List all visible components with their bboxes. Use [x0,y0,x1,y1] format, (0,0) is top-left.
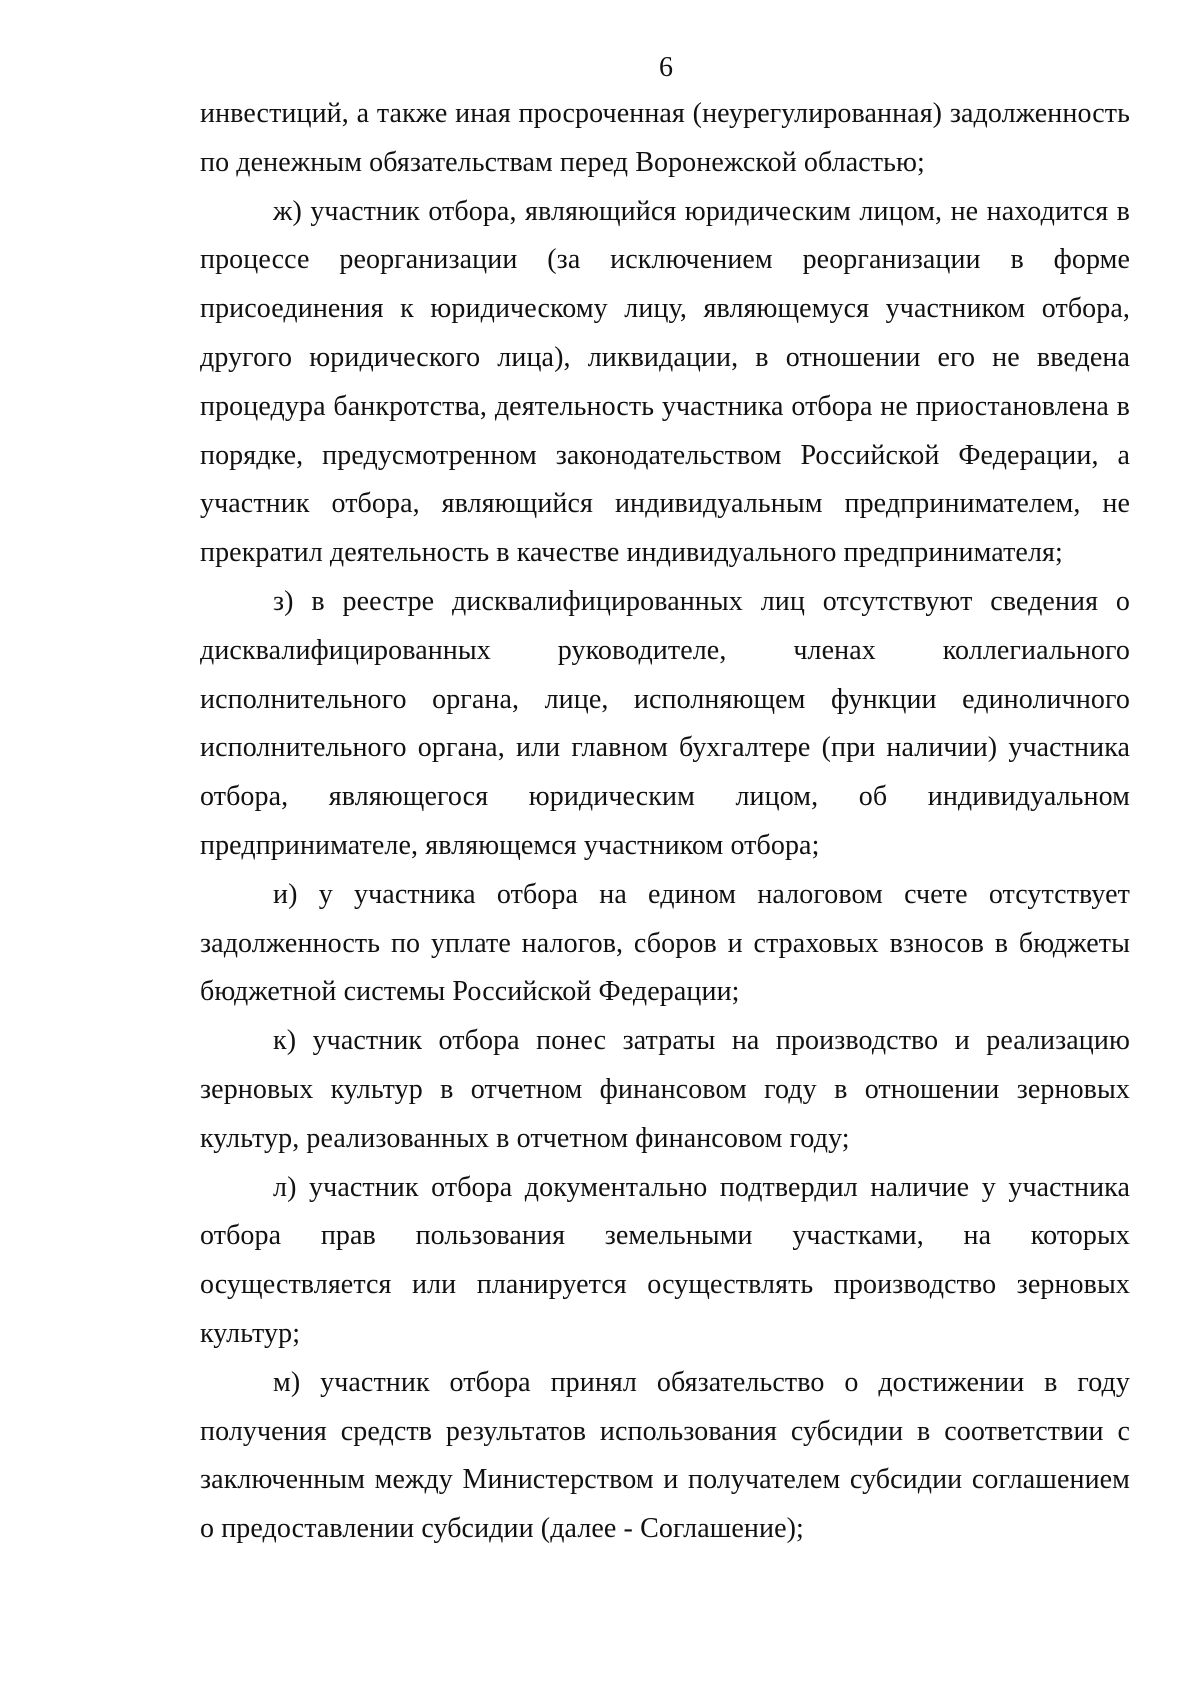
document-body [200,90,1130,1554]
paragraph-item-m: м) участник отбора принял обязательство о достижении в году получения средств результатов использования субсидии в соответствии с заключенным между Министерством и получателем субсидии соглашением о предоставлении субсидии (далее - Соглашение); [200,1366,1130,1545]
paragraph-continuation: инвестиций, а также иная просроченная (неурегулированная) задолженность по денежным обязательствам перед Воронежской областью; [200,98,1130,178]
paragraph-item-l: л) участник отбора документально подтвердил наличие у участника отбора прав пользования земельными участками, на которых осуществляется или планируется осуществлять производство зерновых культур; [200,1171,1130,1349]
paragraph-item-i: и) у участника отбора на едином налоговом счете отсутствует задолженность по уплате налогов, сборов и страховых взносов в бюджеты бюджетной системы Российской Федерации; [200,878,1130,1008]
paragraph-item-z: з) в реестре дисквалифицированных лиц отсутствуют сведения о дисквалифицированных руководителе, членах коллегиального исполнительного органа, лице, исполняющем функции единоличного исполнительного органа, или главном бухгалтере (при наличии) участника отбора, являющегося юридическим лицом, об индивидуальном предпринимателе, являющемся участником отбора; [200,585,1130,861]
paragraph-item-zh: ж) участник отбора, являющийся юридическим лицом, не находится в процессе реорганизации (за исключением реорганизации в форме присоединения к юридическому лицу, являющемуся участником отбора, другого юридического лица), ликвидации, в отношении его не введена процедура банкротства, деятельность участника отбора не приостановлена в порядке, предусмотренном законодательством Российской Федерации, а участник отбора, являющийся индивидуальным предпринимателем, не прекратил деятельность в качестве индивидуального предпринимателя; [200,195,1130,569]
page-number: 6 [659,52,673,83]
paragraph-item-k: к) участник отбора понес затраты на производство и реализацию зерновых культур в отчетном финансовом году в отношении зерновых культур, реализованных в отчетном финансовом году; [200,1025,1130,1154]
